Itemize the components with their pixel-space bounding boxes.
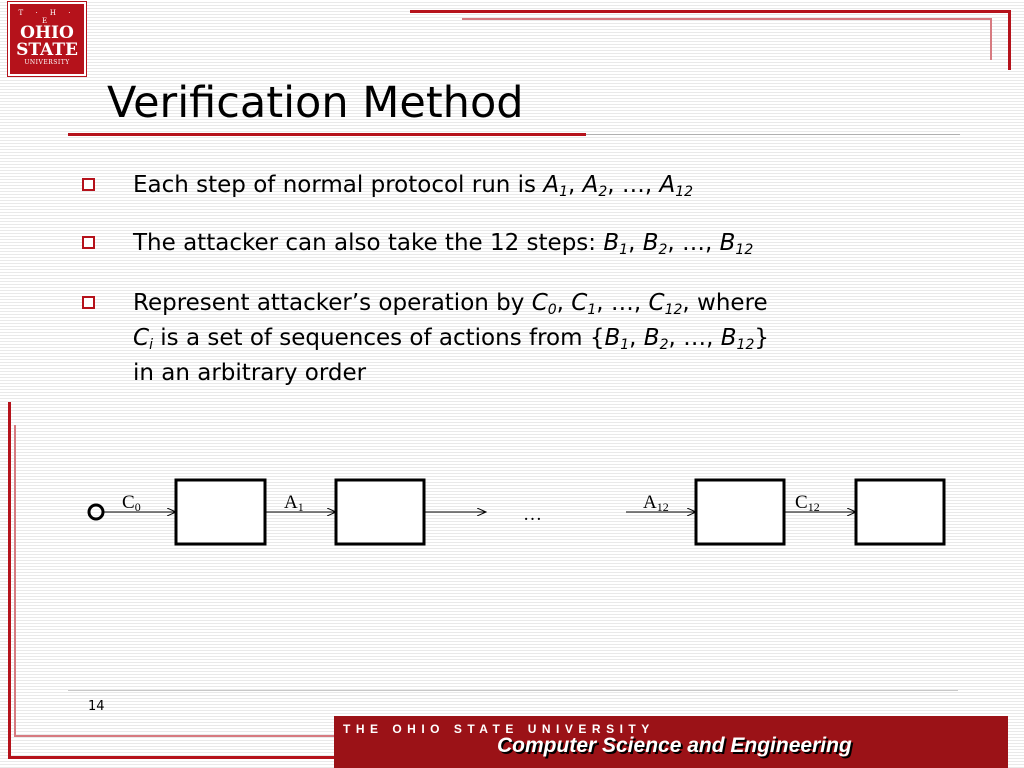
start-state-circle (89, 505, 103, 519)
state-box-1 (176, 480, 265, 544)
bullet-text-3-line-3: in an arbitrary order (133, 360, 367, 386)
footer-department: Computer Science and Engineering (497, 734, 852, 757)
bullet-text-2: The attacker can also take the 12 steps: $B_1$, $B_2$, …, $B_{12}$ (133, 230, 754, 258)
bullet-icon (82, 178, 95, 191)
top-rule (410, 10, 1010, 13)
title-rule (68, 133, 586, 136)
footer-rule (68, 690, 958, 691)
title-rule-extension (586, 134, 960, 135)
logo-line-ohio: OHIO (20, 23, 74, 43)
label-a1: A1 (284, 492, 304, 514)
top-right-vertical (1008, 10, 1011, 70)
logo-line-state: STATE (16, 40, 78, 60)
bullet-icon (82, 236, 95, 249)
logo-line-university: UNIVERSITY (24, 59, 70, 66)
left-vertical-2 (14, 425, 16, 735)
top-rule-2 (462, 18, 992, 20)
bullet-text-3-line-1: Represent attacker’s operation by $C_0$, $C_1$, …, $C_{12}$, where (133, 290, 768, 318)
bottom-left-rule-2 (14, 735, 334, 737)
bullet-text-3-line-2: $C_i$ is a set of sequences of actions from {$B_1$, $B_2$, …, $B_{12}$} (133, 325, 769, 353)
left-vertical (8, 402, 11, 758)
state-box-2 (336, 480, 424, 544)
state-diagram (80, 470, 960, 560)
diagram-ellipsis: … (523, 504, 542, 525)
state-box-4 (856, 480, 944, 544)
bottom-left-rule (8, 756, 334, 759)
bullet-icon (82, 296, 95, 309)
top-right-vertical-2 (990, 18, 992, 60)
label-c0: C0 (122, 492, 141, 514)
label-c12: C12 (795, 492, 820, 514)
bullet-text-1: Each step of normal protocol run is $A_1$, $A_2$, …, $A_{12}$ (133, 172, 694, 200)
university-logo (8, 2, 86, 76)
logo-line-the: T · H · E (18, 9, 76, 25)
state-box-3 (696, 480, 784, 544)
footer-university: THE OHIO STATE UNIVERSITY (343, 722, 655, 736)
page-number: 14 (88, 699, 105, 714)
slide-title: Verification Method (107, 78, 524, 128)
label-a12: A12 (643, 492, 669, 514)
